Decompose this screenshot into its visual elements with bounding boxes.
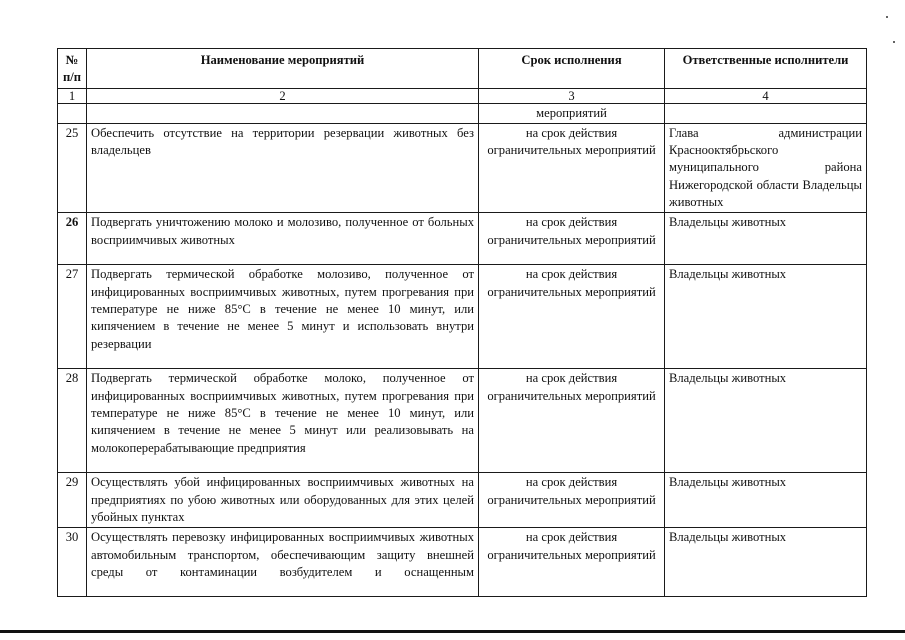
row-term: на срок действия ограничительных мероприятий — [479, 528, 665, 597]
row-name: Подвергать термической обработке молозиво, полученное от инфицированных восприимчивых животных, путем прогревания при температуре не ниже 85°С в течение не менее 10 минут, или кипячением в течение не менее 5 минут и использовать внутри резервации — [87, 265, 479, 369]
table-row — [58, 123, 867, 212]
column-number: 2 — [87, 88, 479, 103]
row-num: 28 — [58, 369, 87, 473]
table-row — [58, 369, 867, 473]
column-number: 1 — [58, 88, 87, 103]
table-row — [58, 265, 867, 369]
row-num: 30 — [58, 528, 87, 597]
row-name — [87, 103, 479, 123]
table-row — [58, 528, 867, 597]
column-number-row — [58, 88, 867, 103]
row-num — [58, 103, 87, 123]
row-name: Осуществлять перевозку инфицированных восприимчивых животных автомобильным транспортом, обеспечивающим защиту внешней среды от контаминации возбудителем и оснащенным — [87, 528, 479, 597]
row-num: 29 — [58, 473, 87, 528]
row-term: на срок действия ограничительных мероприятий — [479, 265, 665, 369]
row-responsible: Владельцы животных — [665, 213, 867, 265]
row-name: Подвергать термической обработке молоко, полученное от инфицированных восприимчивых животных, путем прогревания при температуре не ниже 85°С в течение не менее 10 минут, или кипячением в течение не менее 5 минут или реализовывать на молокоперерабатывающие предприятия — [87, 369, 479, 473]
header-responsible: Ответственные исполнители — [665, 49, 867, 89]
row-term: на срок действия ограничительных мероприятий — [479, 473, 665, 528]
row-name: Подвергать уничтожению молоко и молозиво, полученное от больных восприимчивых животных — [87, 213, 479, 265]
row-term: на срок действия ограничительных мероприятий — [479, 123, 665, 212]
row-name: Обеспечить отсутствие на территории резервации животных без владельцев — [87, 123, 479, 212]
row-responsible: Владельцы животных — [665, 369, 867, 473]
table-row — [58, 473, 867, 528]
row-term: на срок действия ограничительных мероприятий — [479, 213, 665, 265]
row-responsible: Глава администрации Краснооктябрьского муниципального района Нижегородской области Владельцы животных — [665, 123, 867, 212]
header-name: Наименование мероприятий — [87, 49, 479, 89]
header-term: Срок исполнения — [479, 49, 665, 89]
row-responsible: Владельцы животных — [665, 473, 867, 528]
column-number: 3 — [479, 88, 665, 103]
row-responsible — [665, 103, 867, 123]
continued-row — [58, 103, 867, 123]
row-responsible: Владельцы животных — [665, 528, 867, 597]
scan-speck — [893, 41, 895, 43]
row-term: мероприятий — [479, 103, 665, 123]
scan-bottom-edge — [0, 630, 905, 633]
row-num: 27 — [58, 265, 87, 369]
row-name: Осуществлять убой инфицированных восприимчивых животных на предприятиях по убою животных или оборудованных для этих целей убойных пунктах — [87, 473, 479, 528]
row-num: 25 — [58, 123, 87, 212]
row-term: на срок действия ограничительных мероприятий — [479, 369, 665, 473]
row-num: 26 — [58, 213, 87, 265]
scan-speck — [886, 16, 888, 18]
header-num: № п/п — [58, 49, 87, 89]
table-row — [58, 213, 867, 265]
column-number: 4 — [665, 88, 867, 103]
row-responsible: Владельцы животных — [665, 265, 867, 369]
measures-table — [57, 48, 867, 597]
table-header-row — [58, 49, 867, 89]
